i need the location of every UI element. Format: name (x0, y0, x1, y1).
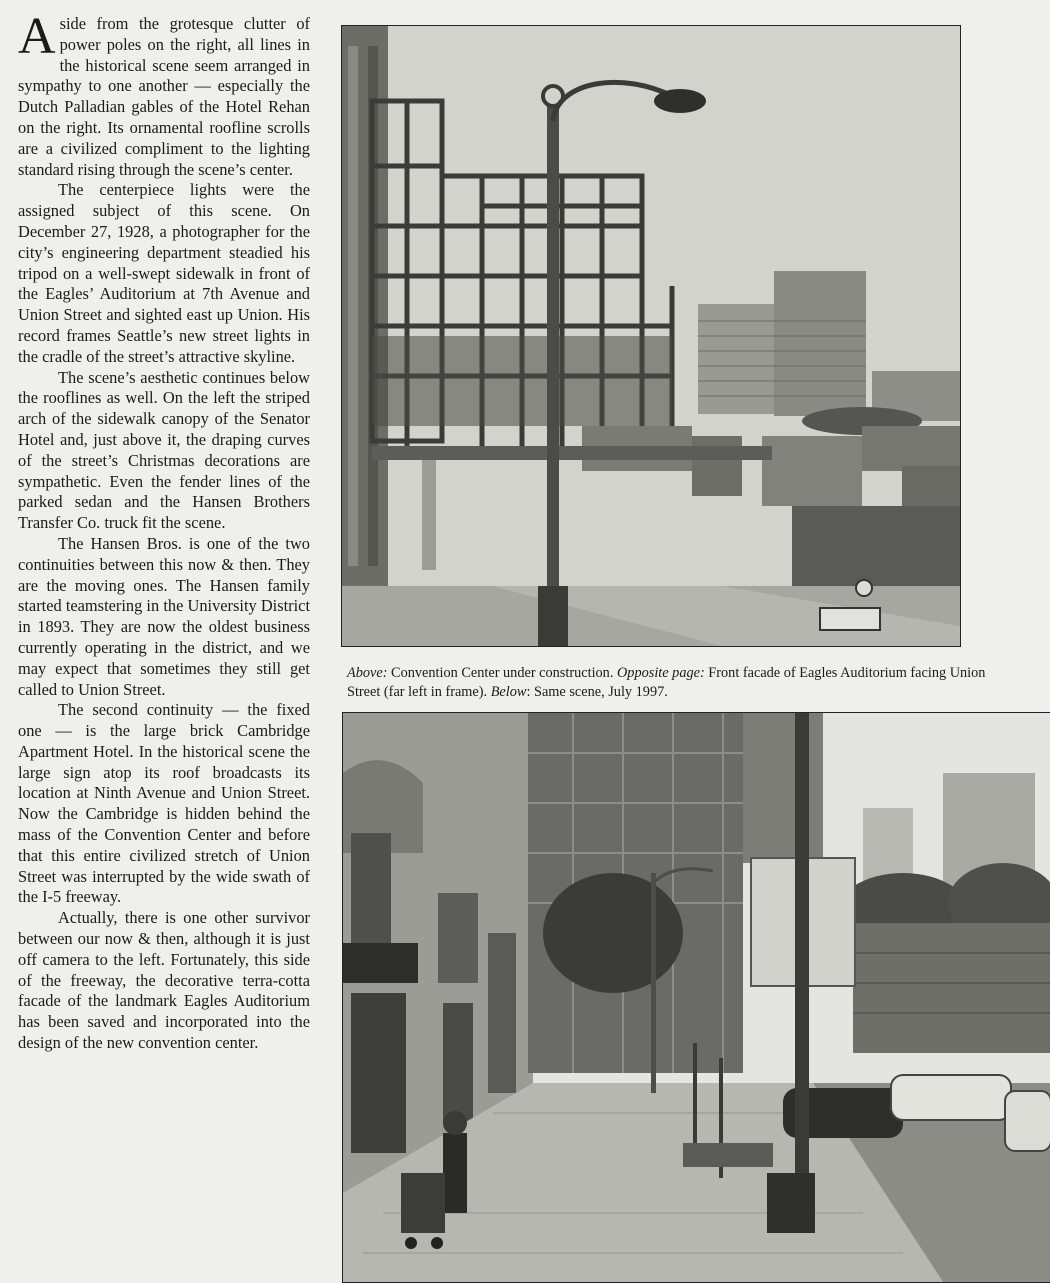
paragraph-2: The centerpiece lights were the assigned subject of this scene. On December 27, 1928, a photographer for the city’s engineering department steadied his tripod on a well-swept sidewalk in front of the Eagles’ Auditorium at 7th Avenue and Union Street and sighted east up Union. His record frames Seattle’s new street lights in the cradle of the street’s attractive skyline. (18, 180, 310, 366)
paragraph-4: The Hansen Bros. is one of the two continuities between this now & then. They are the moving ones. The Hansen family started teamstering in the University District in 1893. They are now the oldest business currently operating in the district, and we may expect that sometimes they still get called to Union Street. (18, 533, 310, 699)
drop-cap: A (18, 8, 56, 65)
caption-above-label: Above: (347, 665, 388, 681)
photo-street-1997 (342, 712, 1050, 1283)
construction-photo-illustration (342, 26, 960, 646)
article-column (18, 8, 310, 1054)
paragraph-5: The second continuity — the fixed one — is the large brick Cambridge Apartment Hotel. In the historical scene the large sign atop its roof broadcasts its location at Ninth Avenue and Union Street. Now the Cambridge is hidden behind the mass of the Convention Center and before that this entire civilized stretch of Union Street was interrupted by the wide swath of the I-5 freeway. (18, 700, 310, 907)
street-photo-illustration (343, 713, 1050, 1282)
photo-caption (347, 664, 997, 702)
caption-above-text: Convention Center under construction. (387, 665, 617, 681)
paragraph-3: The scene’s aesthetic continues below the rooflines as well. On the left the striped arch of the sidewalk canopy of the Senator Hotel and, just above it, the draping curves of the street’s Christmas decorations are sympathetic. Even the fender lines of the parked sedan and the Hansen Brothers Transfer Co. truck fit the scene. (18, 367, 310, 533)
paragraph-6: Actually, there is one other survivor between our now & then, although it is just off camera to the left. Fortunately, this side of the freeway, the decorative terra-cotta facade of the landmark Eagles Auditorium has been saved and incorporated into the design of the new convention center. (18, 908, 310, 1053)
photo-construction (341, 25, 961, 647)
paragraph-1-text: side from the grotesque clutter of power poles on the right, all lines in the historical scene seem arranged in sympathy to one another — especially the Dutch Palladian gables of the Hotel Rehan on the right. Its ornamental roofline scrolls are a civilized compliment to the lighting standard rising through the scene’s center. (18, 14, 310, 179)
caption-below-label: Below (490, 684, 527, 700)
caption-below-text: : Same scene, July 1997. (526, 684, 668, 700)
caption-opposite-text: Front facade of Eagles Auditorium facing Union Street (far left in frame). (347, 665, 986, 700)
paragraph-1 (18, 8, 310, 180)
caption-opposite-label: Opposite page: (616, 665, 705, 681)
